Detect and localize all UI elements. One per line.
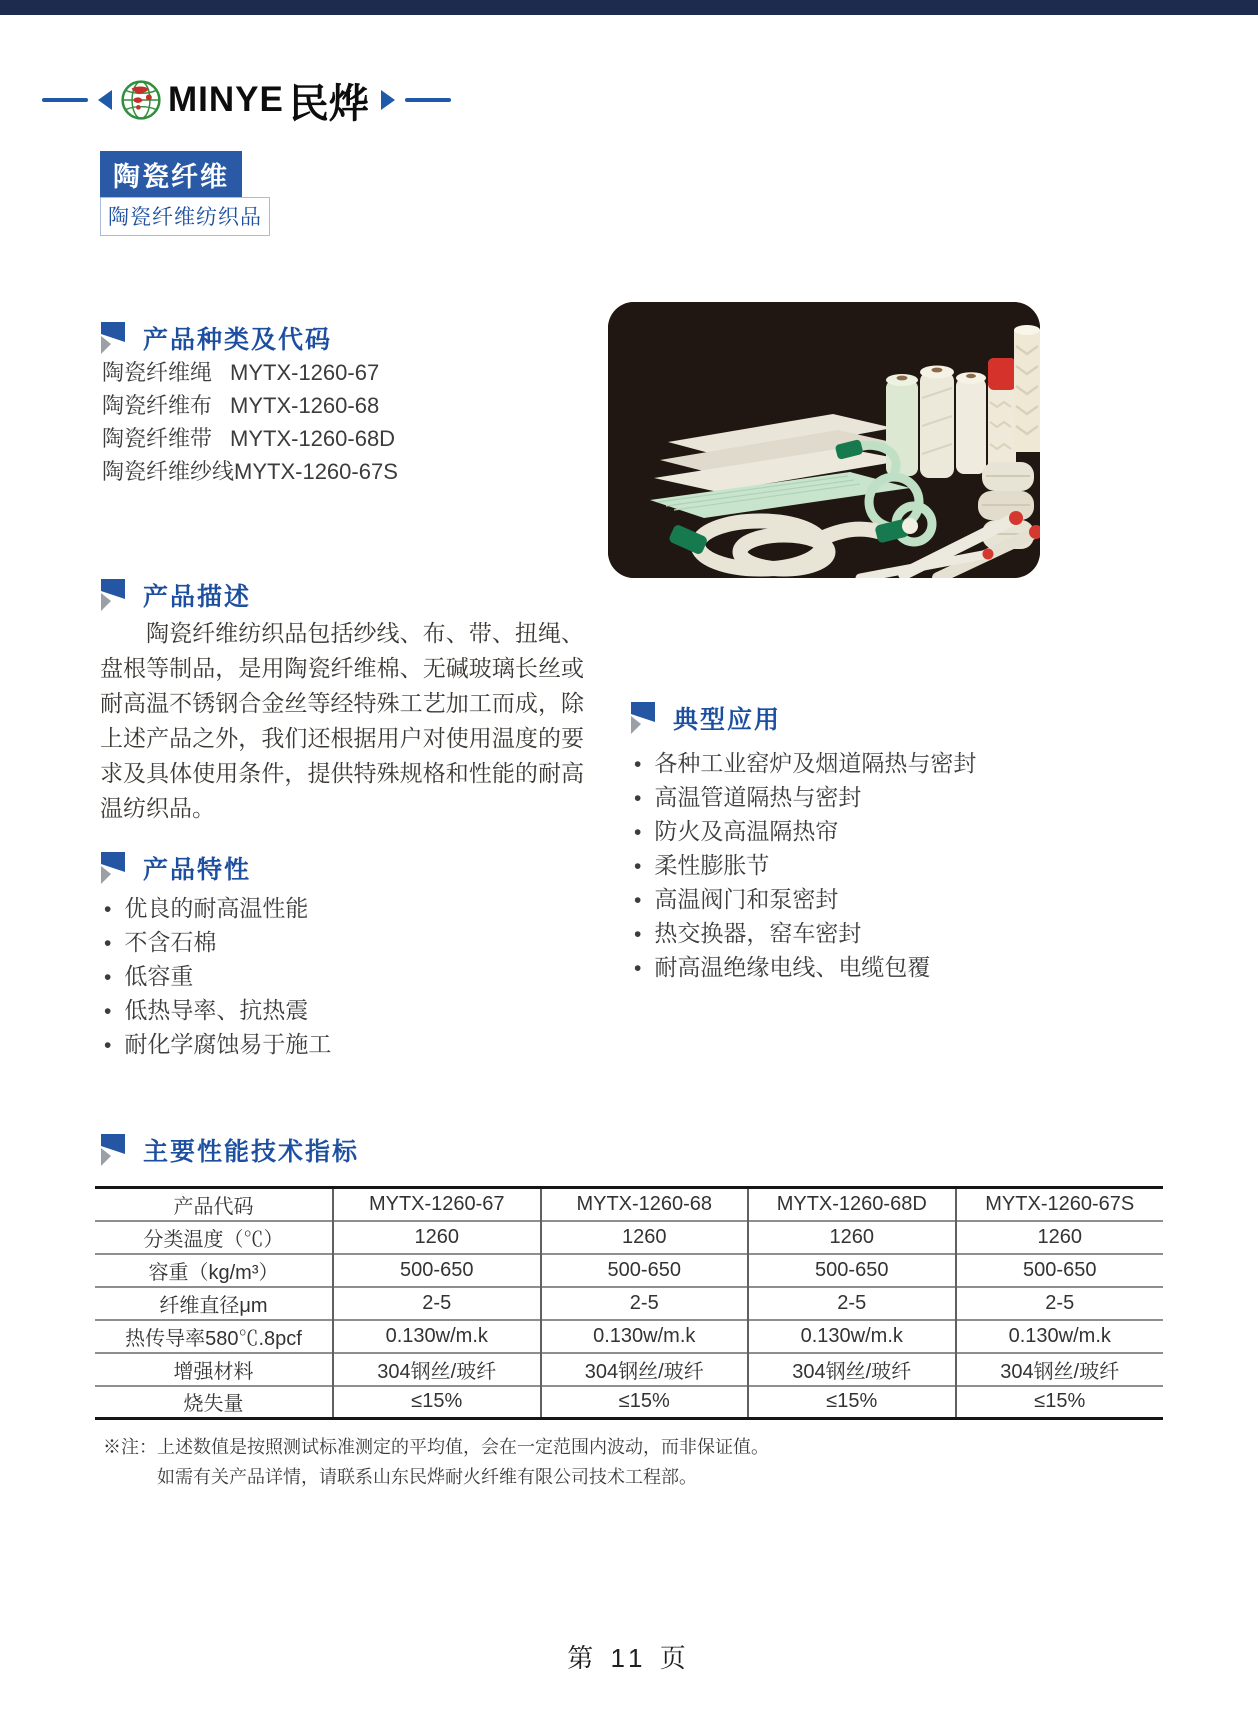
spec-cell: ≤15% [748,1386,956,1419]
section-flag-icon [100,578,126,612]
table-row [95,1254,1163,1287]
spec-cell: MYTX-1260-68 [541,1188,749,1221]
spec-row-label: 热传导率580℃.8pcf [95,1320,333,1353]
product-code: MYTX-1260-68D [230,426,396,451]
spec-cell: 500-650 [748,1254,956,1287]
section-flag-icon [100,1133,126,1167]
spec-cell: MYTX-1260-67S [956,1188,1164,1221]
product-photo-graphic [608,302,1040,578]
product-name: 陶瓷纤维布 [102,393,213,418]
list-item: • 耐高温绝缘电线、电缆包覆 [634,950,976,984]
product-code: MYTX-1260-67S [234,459,398,484]
list-item [102,389,398,422]
spec-cell: 0.130w/m.k [541,1320,749,1353]
spec-row-label: 分类温度（℃） [95,1221,333,1254]
spec-row-label: 增强材料 [95,1353,333,1386]
list-item: • 高温阀门和泵密封 [634,882,976,916]
spec-cell: 2-5 [541,1287,749,1320]
spec-row-label: 烧失量 [95,1386,333,1419]
spec-cell: 1260 [333,1221,541,1254]
spec-row-label: 容重（kg/m³） [95,1254,333,1287]
section-title: 主要性能技术指标 [143,1138,360,1166]
spec-cell: 500-650 [333,1254,541,1287]
spec-cell: 1260 [956,1221,1164,1254]
section-header-specs [100,1132,359,1168]
spec-cell: 1260 [748,1221,956,1254]
footnote-line: ※注：上述数值是按照测试标准测定的平均值，会在一定范围内波动，而非保证值。 [103,1437,769,1457]
spec-cell: ≤15% [956,1386,1164,1419]
product-name: 陶瓷纤维纱线 [102,459,235,484]
list-item: • 柔性膨胀节 [634,848,976,882]
list-item: • 不含石棉 [104,925,331,959]
list-item: • 防火及高温隔热帘 [634,814,976,848]
list-item: • 优良的耐高温性能 [104,891,331,925]
table-row [95,1320,1163,1353]
spec-row-label: 产品代码 [173,1195,254,1218]
section-flag-icon [630,701,656,735]
list-item: • 耐化学腐蚀易于施工 [104,1027,331,1061]
spec-cell: 304钢丝/玻纤 [541,1353,749,1386]
section-title: 典型应用 [673,706,782,734]
subcategory-badge: 陶瓷纤维纺织品 [100,197,270,236]
spec-cell: 2-5 [748,1287,956,1320]
list-item [102,455,398,488]
section-header-description [100,577,251,613]
list-item [102,422,398,455]
spec-cell: 304钢丝/玻纤 [956,1353,1164,1386]
section-title: 产品描述 [143,583,252,611]
list-item: • 热交换器，窑车密封 [634,916,976,950]
product-type-list [102,356,398,488]
product-name: 陶瓷纤维绳 [102,360,213,385]
spec-cell: MYTX-1260-67 [333,1188,541,1221]
product-name: 陶瓷纤维带 [102,426,213,451]
spec-cell: 500-650 [956,1254,1164,1287]
list-item: • 各种工业窑炉及烟道隔热与密封 [634,746,976,780]
spec-cell: 500-650 [541,1254,749,1287]
spec-cell: 2-5 [333,1287,541,1320]
top-navy-bar [0,0,1258,15]
logo-right-arrow-icon [381,90,395,110]
features-list [104,891,331,1061]
product-description-text: 陶瓷纤维纺织品包括纱线、布、带、扭绳、盘根等制品，是用陶瓷纤维棉、无碱玻璃长丝或耐高温不锈钢合金丝等经特殊工艺加工而成，除上述产品之外，我们还根据用户对使用温度的要求及具体使用条件，提供特殊规格和性能的耐高温纺织品。 [100,620,584,821]
brand-name-cn: 民烨 [288,79,369,127]
logo-left-arrow-icon [98,90,112,110]
brand-logo [42,76,451,127]
spec-cell: 304钢丝/玻纤 [333,1353,541,1386]
section-flag-icon [100,321,126,355]
table-row [95,1386,1163,1419]
section-header-features [100,850,251,886]
footnote-line: 如需有关产品详情，请联系山东民烨耐火纤维有限公司技术工程部。 [157,1467,697,1487]
section-header-types [100,320,332,356]
spec-cell: 0.130w/m.k [956,1320,1164,1353]
globe-icon [120,79,162,121]
list-item [102,356,398,389]
section-title: 产品特性 [143,856,252,884]
brand-name-en: MINYE [168,80,284,119]
spec-row-label: 纤维直径μm [95,1287,333,1320]
spec-cell: 1260 [541,1221,749,1254]
section-header-applications [630,700,781,736]
spec-cell: 2-5 [956,1287,1164,1320]
section-flag-icon [100,851,126,885]
spec-table [95,1186,1163,1420]
table-row [95,1353,1163,1386]
page-number: 第 11 页 [567,1643,691,1673]
table-footnote [103,1432,769,1492]
product-code: MYTX-1260-67 [230,360,380,385]
logo-left-line [42,98,88,102]
category-badge: 陶瓷纤维 [100,151,242,200]
section-title: 产品种类及代码 [143,326,333,354]
spec-cell: 304钢丝/玻纤 [748,1353,956,1386]
list-item: • 低容重 [104,959,331,993]
list-item: • 低热导率、抗热震 [104,993,331,1027]
spec-cell: 0.130w/m.k [748,1320,956,1353]
table-row [95,1221,1163,1254]
logo-right-line [405,98,451,102]
table-row [95,1188,1163,1221]
spec-cell: 0.130w/m.k [333,1320,541,1353]
product-photo-image [608,302,1040,578]
spec-cell: ≤15% [333,1386,541,1419]
list-item: • 高温管道隔热与密封 [634,780,976,814]
table-row [95,1287,1163,1320]
spec-cell: MYTX-1260-68D [748,1188,956,1221]
applications-list [634,746,976,984]
product-code: MYTX-1260-68 [230,393,380,418]
spec-cell: ≤15% [541,1386,749,1419]
